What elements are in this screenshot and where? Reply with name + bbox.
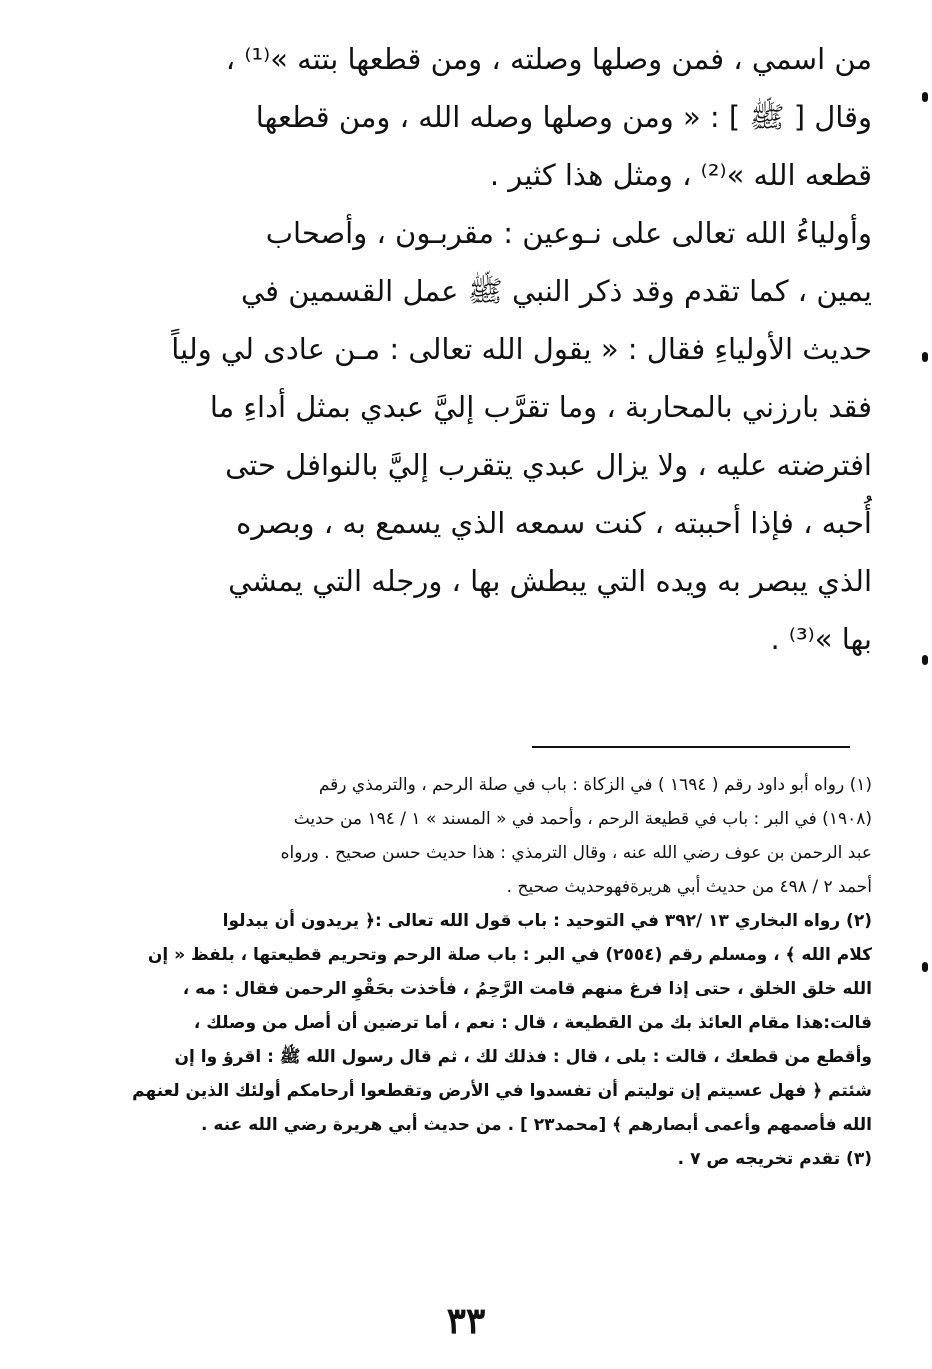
margin-punch-mark — [922, 352, 928, 362]
footnote-line: أحمد ٢ / ٤٩٨ من حديث أبي هريرةفهوحديث صحيح . — [506, 877, 872, 897]
footnote-line: وأقطع من قطعك ، قالت : بلى ، قال : فذلك لك ، ثم قال رسول الله ﷺ : اقرؤ وا إن — [174, 1047, 872, 1067]
footnote-line: الله فأصمهم وأعمى أبصارهم ﴾ [محمد٢٣ ] . من حديث أبي هريرة رضي الله عنه . — [201, 1115, 872, 1135]
footnote-line: كلام الله ﴾ ، ومسلم رقم (٢٥٥٤) في البر : باب صلة الرحم وتحريم قطيعتها ، بلفظ « إن — [147, 945, 872, 965]
main-text — [118, 30, 872, 668]
main-text-line: الذي يبصر به ويده التي يبطش بها ، ورجله التي يمشي — [228, 564, 872, 598]
main-text-line: من اسمي ، فمن وصلها وصلته ، ومن قطعها بتته »⁽¹⁾ ، — [225, 42, 872, 76]
margin-punch-mark — [922, 655, 928, 665]
footnote-line: (٣) تقدم تخريجه ص ٧ . — [677, 1149, 872, 1169]
page-number: ٣٣ — [446, 1300, 486, 1342]
main-text-line: حديث الأولياءِ فقال : « يقول الله تعالى : مـن عادى لي ولياً — [171, 332, 872, 366]
footnote-separator — [532, 746, 850, 748]
main-text-line: افترضته عليه ، ولا يزال عبدي يتقرب إليَّ بالنوافل حتى — [225, 448, 872, 482]
margin-punch-mark — [922, 92, 928, 102]
footnote-line: (١) رواه أبو داود رقم ( ١٦٩٤ ) في الزكاة : باب في صلة الرحم ، والترمذي رقم — [318, 775, 872, 795]
main-text-line: وقال [ ﷺ ] : « ومن وصلها وصله الله ، ومن قطعها — [255, 100, 872, 134]
main-text-line: يمين ، كما تقدم وقد ذكر النبي ﷺ عمل القسمين في — [240, 274, 872, 308]
footnote-line: قالت:هذا مقام العائذ بك من القطيعة ، قال : نعم ، أما ترضين أن أصل من وصلك ، — [193, 1013, 872, 1033]
main-text-line: فقد بارزني بالمحاربة ، وما تقرَّب إليَّ عبدي بمثل أداءِ ما — [209, 390, 872, 424]
footnote-line: الله خلق الخلق ، حتى إذا فرغ منهم قامت الرَّحِمُ ، فأخذت بحَقْوِ الرحمن فقال : مه ، — [182, 979, 872, 999]
margin-punch-mark — [922, 962, 928, 972]
main-text-line: وأولياءُ الله تعالى على نـوعين : مقربـون ، وأصحاب — [265, 216, 872, 250]
main-text-line: قطعه الله »⁽²⁾ ، ومثل هذا كثير . — [489, 158, 872, 192]
footnote-line: شئتم ﴿ فهل عسيتم إن توليتم أن تفسدوا في الأرض وتقطعوا أرحامكم أولئك الذين لعنهم — [132, 1081, 872, 1101]
main-text-line: أُحبه ، فإذا أحببته ، كنت سمعه الذي يسمع به ، وبصره — [236, 506, 872, 540]
footnotes — [118, 768, 872, 1176]
footnote-line: (١٩٠٨) في البر : باب في قطيعة الرحم ، وأحمد في « المسند » ١ / ١٩٤ من حديث — [293, 809, 872, 829]
footnote-line: عبد الرحمن بن عوف رضي الله عنه ، وقال الترمذي : هذا حديث حسن صحيح . ورواه — [280, 843, 872, 863]
footnote-line: (٢) رواه البخاري ١٣ /٣٩٢ في التوحيد : باب قول الله تعالى :﴿ يريدون أن يبدلوا — [222, 911, 872, 931]
main-text-line: بها »⁽³⁾ . — [770, 622, 872, 656]
